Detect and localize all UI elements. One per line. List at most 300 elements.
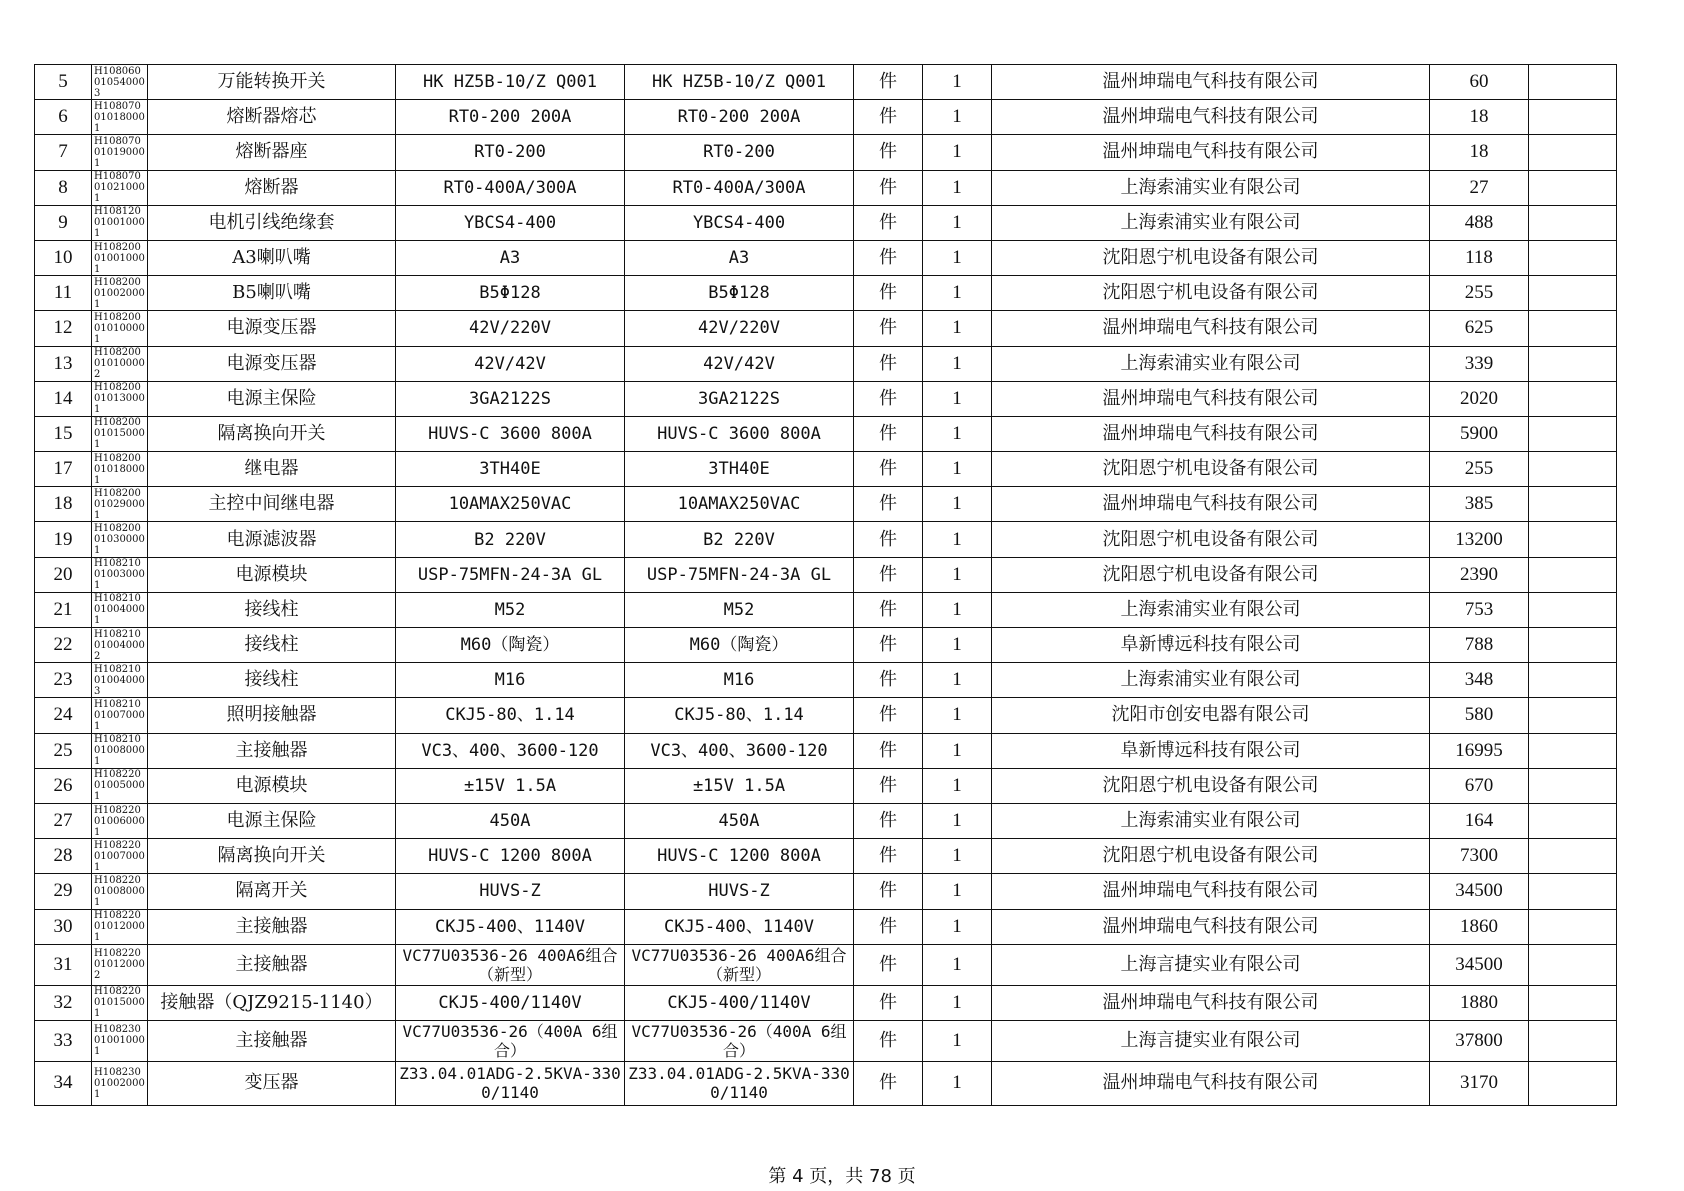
model-number-cell: RT0-200 [625,135,854,170]
row-number-cell: 18 [35,487,92,522]
specification-cell: 450A [396,803,625,838]
material-name-cell: 电源变压器 [148,346,396,381]
unit-price-cell: 348 [1430,663,1529,698]
quantity-cell: 1 [923,1061,992,1105]
model-number-cell: A3 [625,240,854,275]
unit-price-cell: 2390 [1430,557,1529,592]
supplier-name-cell: 温州坤瑞电气科技有限公司 [992,381,1430,416]
model-number-cell: RT0-200 200A [625,100,854,135]
specification-cell: 3GA2122S [396,381,625,416]
material-code-cell: H108070010180001 [92,100,148,135]
material-name-cell: 主控中间继电器 [148,487,396,522]
specification-cell: HUVS-C 3600 800A [396,416,625,451]
unit-price-cell: 118 [1430,240,1529,275]
material-name-cell: 接触器（QJZ9215-1140） [148,985,396,1020]
table-row [35,416,1617,451]
specification-cell: HK HZ5B-10/Z Q001 [396,65,625,100]
supplier-name-cell: 上海索浦实业有限公司 [992,346,1430,381]
material-code-cell: H108200010290001 [92,487,148,522]
unit-cell: 件 [854,768,923,803]
material-name-cell: 熔断器座 [148,135,396,170]
supplier-name-cell: 上海索浦实业有限公司 [992,170,1430,205]
remark-cell [1529,487,1617,522]
material-code-cell: H108070010210001 [92,170,148,205]
table-row [35,663,1617,698]
unit-price-cell: 2020 [1430,381,1529,416]
remark-cell [1529,100,1617,135]
specification-cell: RT0-200 [396,135,625,170]
material-code-cell: H108230010020001 [92,1061,148,1105]
supplier-name-cell: 沈阳恩宁机电设备有限公司 [992,522,1430,557]
material-code-cell: H108200010130001 [92,381,148,416]
table-row [35,909,1617,944]
specification-cell: YBCS4-400 [396,205,625,240]
material-code-cell: H108200010020001 [92,276,148,311]
supplier-name-cell: 温州坤瑞电气科技有限公司 [992,135,1430,170]
remark-cell [1529,522,1617,557]
supplier-name-cell: 上海索浦实业有限公司 [992,205,1430,240]
table-row [35,346,1617,381]
row-number-cell: 12 [35,311,92,346]
model-number-cell: USP-75MFN-24-3A GL [625,557,854,592]
unit-price-cell: 255 [1430,452,1529,487]
row-number-cell: 31 [35,944,92,985]
quantity-cell: 1 [923,944,992,985]
unit-cell: 件 [854,1020,923,1061]
specification-cell: VC77U03536-26（400A 6组合） [396,1020,625,1061]
row-number-cell: 8 [35,170,92,205]
material-code-cell: H108220010080001 [92,874,148,909]
material-name-cell: 主接触器 [148,733,396,768]
unit-price-cell: 164 [1430,803,1529,838]
row-number-cell: 27 [35,803,92,838]
table-row [35,944,1617,985]
unit-price-cell: 34500 [1430,944,1529,985]
table-row [35,522,1617,557]
quantity-cell: 1 [923,663,992,698]
unit-price-cell: 1880 [1430,985,1529,1020]
table-row [35,768,1617,803]
material-name-cell: 电源主保险 [148,381,396,416]
quantity-cell: 1 [923,346,992,381]
table-row [35,205,1617,240]
unit-cell: 件 [854,557,923,592]
supplier-name-cell: 沈阳恩宁机电设备有限公司 [992,240,1430,275]
supplier-name-cell: 上海言捷实业有限公司 [992,1020,1430,1061]
quantity-cell: 1 [923,381,992,416]
material-code-cell: H108230010010001 [92,1020,148,1061]
unit-price-cell: 625 [1430,311,1529,346]
material-code-cell: H108200010180001 [92,452,148,487]
unit-cell: 件 [854,100,923,135]
material-name-cell: 主接触器 [148,944,396,985]
material-code-cell: H108200010010001 [92,240,148,275]
unit-price-cell: 339 [1430,346,1529,381]
quantity-cell: 1 [923,985,992,1020]
specification-cell: CKJ5-400、1140V [396,909,625,944]
unit-price-cell: 255 [1430,276,1529,311]
supplier-name-cell: 阜新博远科技有限公司 [992,628,1430,663]
unit-cell: 件 [854,944,923,985]
row-number-cell: 28 [35,839,92,874]
remark-cell [1529,240,1617,275]
quantity-cell: 1 [923,803,992,838]
table-row [35,1020,1617,1061]
model-number-cell: RT0-400A/300A [625,170,854,205]
unit-cell: 件 [854,909,923,944]
specification-cell: USP-75MFN-24-3A GL [396,557,625,592]
model-number-cell: YBCS4-400 [625,205,854,240]
row-number-cell: 13 [35,346,92,381]
remark-cell [1529,628,1617,663]
table-row [35,874,1617,909]
parts-table [34,64,1617,1106]
row-number-cell: 21 [35,592,92,627]
unit-price-cell: 18 [1430,135,1529,170]
remark-cell [1529,416,1617,451]
specification-cell: B5Φ128 [396,276,625,311]
material-name-cell: 隔离换向开关 [148,416,396,451]
table-row [35,1061,1617,1105]
material-name-cell: 电源主保险 [148,803,396,838]
model-number-cell: 450A [625,803,854,838]
remark-cell [1529,733,1617,768]
material-name-cell: 电机引线绝缘套 [148,205,396,240]
table-row [35,100,1617,135]
material-code-cell: H108200010150001 [92,416,148,451]
supplier-name-cell: 温州坤瑞电气科技有限公司 [992,985,1430,1020]
supplier-name-cell: 温州坤瑞电气科技有限公司 [992,65,1430,100]
row-number-cell: 7 [35,135,92,170]
material-code-cell: H108220010120002 [92,944,148,985]
unit-price-cell: 7300 [1430,839,1529,874]
unit-price-cell: 18 [1430,100,1529,135]
row-number-cell: 9 [35,205,92,240]
unit-price-cell: 3170 [1430,1061,1529,1105]
material-name-cell: 照明接触器 [148,698,396,733]
specification-cell: B2 220V [396,522,625,557]
unit-cell: 件 [854,346,923,381]
material-name-cell: 电源变压器 [148,311,396,346]
material-code-cell: H108200010100001 [92,311,148,346]
remark-cell [1529,452,1617,487]
table-row [35,135,1617,170]
remark-cell [1529,135,1617,170]
row-number-cell: 14 [35,381,92,416]
row-number-cell: 19 [35,522,92,557]
material-code-cell: H108220010070001 [92,839,148,874]
unit-cell: 件 [854,592,923,627]
table-row [35,240,1617,275]
material-code-cell: H108210010030001 [92,557,148,592]
material-code-cell: H108060010540003 [92,65,148,100]
row-number-cell: 17 [35,452,92,487]
specification-cell: M52 [396,592,625,627]
remark-cell [1529,985,1617,1020]
quantity-cell: 1 [923,416,992,451]
unit-cell: 件 [854,205,923,240]
material-code-cell: H108210010040001 [92,592,148,627]
unit-cell: 件 [854,628,923,663]
supplier-name-cell: 沈阳恩宁机电设备有限公司 [992,839,1430,874]
remark-cell [1529,1061,1617,1105]
specification-cell: 42V/42V [396,346,625,381]
table-row [35,628,1617,663]
quantity-cell: 1 [923,240,992,275]
quantity-cell: 1 [923,276,992,311]
model-number-cell: M52 [625,592,854,627]
model-number-cell: CKJ5-400/1140V [625,985,854,1020]
remark-cell [1529,909,1617,944]
quantity-cell: 1 [923,205,992,240]
table-row [35,698,1617,733]
material-code-cell: H108200010300001 [92,522,148,557]
quantity-cell: 1 [923,1020,992,1061]
unit-cell: 件 [854,803,923,838]
remark-cell [1529,839,1617,874]
unit-cell: 件 [854,135,923,170]
remark-cell [1529,170,1617,205]
material-name-cell: 变压器 [148,1061,396,1105]
unit-cell: 件 [854,170,923,205]
row-number-cell: 29 [35,874,92,909]
unit-price-cell: 34500 [1430,874,1529,909]
remark-cell [1529,311,1617,346]
unit-cell: 件 [854,985,923,1020]
material-name-cell: 接线柱 [148,628,396,663]
unit-cell: 件 [854,487,923,522]
supplier-name-cell: 温州坤瑞电气科技有限公司 [992,909,1430,944]
quantity-cell: 1 [923,839,992,874]
table-row [35,170,1617,205]
table-row [35,592,1617,627]
material-code-cell: H108210010070001 [92,698,148,733]
unit-cell: 件 [854,1061,923,1105]
specification-cell: 3TH40E [396,452,625,487]
model-number-cell: VC77U03536-26 400A6组合（新型） [625,944,854,985]
quantity-cell: 1 [923,100,992,135]
row-number-cell: 20 [35,557,92,592]
material-name-cell: 接线柱 [148,663,396,698]
model-number-cell: 42V/42V [625,346,854,381]
remark-cell [1529,663,1617,698]
row-number-cell: 32 [35,985,92,1020]
unit-cell: 件 [854,522,923,557]
specification-cell: CKJ5-400/1140V [396,985,625,1020]
row-number-cell: 5 [35,65,92,100]
material-name-cell: A3喇叭嘴 [148,240,396,275]
supplier-name-cell: 温州坤瑞电气科技有限公司 [992,100,1430,135]
material-name-cell: 接线柱 [148,592,396,627]
supplier-name-cell: 上海索浦实业有限公司 [992,663,1430,698]
table-row [35,381,1617,416]
material-code-cell: H108210010040002 [92,628,148,663]
row-number-cell: 15 [35,416,92,451]
unit-price-cell: 670 [1430,768,1529,803]
material-code-cell: H108210010040003 [92,663,148,698]
table-row [35,839,1617,874]
specification-cell: 42V/220V [396,311,625,346]
material-name-cell: 熔断器 [148,170,396,205]
quantity-cell: 1 [923,170,992,205]
table-row [35,65,1617,100]
supplier-name-cell: 温州坤瑞电气科技有限公司 [992,874,1430,909]
material-name-cell: 继电器 [148,452,396,487]
model-number-cell: M16 [625,663,854,698]
remark-cell [1529,1020,1617,1061]
page-footer: 第 4 页，共 78 页 [768,1166,916,1187]
quantity-cell: 1 [923,487,992,522]
unit-cell: 件 [854,874,923,909]
specification-cell: A3 [396,240,625,275]
material-name-cell: 主接触器 [148,1020,396,1061]
model-number-cell: CKJ5-80、1.14 [625,698,854,733]
table-row [35,276,1617,311]
remark-cell [1529,698,1617,733]
specification-cell: ±15V 1.5A [396,768,625,803]
unit-price-cell: 27 [1430,170,1529,205]
parts-table-body [35,65,1617,1106]
quantity-cell: 1 [923,592,992,627]
remark-cell [1529,803,1617,838]
quantity-cell: 1 [923,311,992,346]
specification-cell: 10AMAX250VAC [396,487,625,522]
row-number-cell: 23 [35,663,92,698]
model-number-cell: HUVS-Z [625,874,854,909]
unit-price-cell: 1860 [1430,909,1529,944]
table-row [35,487,1617,522]
specification-cell: CKJ5-80、1.14 [396,698,625,733]
table-row [35,985,1617,1020]
specification-cell: RT0-400A/300A [396,170,625,205]
supplier-name-cell: 沈阳市创安电器有限公司 [992,698,1430,733]
specification-cell: HUVS-Z [396,874,625,909]
quantity-cell: 1 [923,768,992,803]
material-name-cell: 隔离开关 [148,874,396,909]
quantity-cell: 1 [923,733,992,768]
unit-cell: 件 [854,452,923,487]
supplier-name-cell: 沈阳恩宁机电设备有限公司 [992,452,1430,487]
model-number-cell: 10AMAX250VAC [625,487,854,522]
supplier-name-cell: 阜新博远科技有限公司 [992,733,1430,768]
material-code-cell: H108070010190001 [92,135,148,170]
material-code-cell: H108220010150001 [92,985,148,1020]
model-number-cell: HK HZ5B-10/Z Q001 [625,65,854,100]
specification-cell: Z33.04.01ADG-2.5KVA-3300/1140 [396,1061,625,1105]
unit-cell: 件 [854,698,923,733]
material-name-cell: 电源滤波器 [148,522,396,557]
model-number-cell: 42V/220V [625,311,854,346]
unit-price-cell: 37800 [1430,1020,1529,1061]
model-number-cell: 3TH40E [625,452,854,487]
material-name-cell: 万能转换开关 [148,65,396,100]
model-number-cell: Z33.04.01ADG-2.5KVA-3300/1140 [625,1061,854,1105]
specification-cell: RT0-200 200A [396,100,625,135]
material-code-cell: H108210010080001 [92,733,148,768]
material-code-cell: H108200010100002 [92,346,148,381]
supplier-name-cell: 温州坤瑞电气科技有限公司 [992,487,1430,522]
quantity-cell: 1 [923,874,992,909]
supplier-name-cell: 上海言捷实业有限公司 [992,944,1430,985]
unit-price-cell: 5900 [1430,416,1529,451]
unit-cell: 件 [854,276,923,311]
table-row [35,311,1617,346]
remark-cell [1529,276,1617,311]
unit-price-cell: 385 [1430,487,1529,522]
model-number-cell: ±15V 1.5A [625,768,854,803]
model-number-cell: CKJ5-400、1140V [625,909,854,944]
quantity-cell: 1 [923,452,992,487]
material-name-cell: 主接触器 [148,909,396,944]
material-code-cell: H108220010050001 [92,768,148,803]
row-number-cell: 30 [35,909,92,944]
unit-price-cell: 788 [1430,628,1529,663]
row-number-cell: 22 [35,628,92,663]
row-number-cell: 33 [35,1020,92,1061]
unit-price-cell: 60 [1430,65,1529,100]
unit-cell: 件 [854,416,923,451]
remark-cell [1529,205,1617,240]
unit-cell: 件 [854,381,923,416]
material-code-cell: H108220010120001 [92,909,148,944]
model-number-cell: VC3、400、3600-120 [625,733,854,768]
material-name-cell: 熔断器熔芯 [148,100,396,135]
quantity-cell: 1 [923,65,992,100]
specification-cell: M60（陶瓷） [396,628,625,663]
unit-price-cell: 13200 [1430,522,1529,557]
model-number-cell: VC77U03536-26（400A 6组合） [625,1020,854,1061]
model-number-cell: 3GA2122S [625,381,854,416]
unit-cell: 件 [854,663,923,698]
material-name-cell: B5喇叭嘴 [148,276,396,311]
unit-cell: 件 [854,65,923,100]
unit-cell: 件 [854,311,923,346]
model-number-cell: M60（陶瓷） [625,628,854,663]
remark-cell [1529,557,1617,592]
supplier-name-cell: 上海索浦实业有限公司 [992,592,1430,627]
quantity-cell: 1 [923,698,992,733]
specification-cell: HUVS-C 1200 800A [396,839,625,874]
supplier-name-cell: 温州坤瑞电气科技有限公司 [992,311,1430,346]
table-row [35,452,1617,487]
remark-cell [1529,874,1617,909]
supplier-name-cell: 沈阳恩宁机电设备有限公司 [992,768,1430,803]
remark-cell [1529,381,1617,416]
material-code-cell: H108120010010001 [92,205,148,240]
table-row [35,733,1617,768]
specification-cell: M16 [396,663,625,698]
remark-cell [1529,346,1617,381]
quantity-cell: 1 [923,557,992,592]
specification-cell: VC3、400、3600-120 [396,733,625,768]
quantity-cell: 1 [923,135,992,170]
quantity-cell: 1 [923,909,992,944]
remark-cell [1529,592,1617,627]
material-name-cell: 隔离换向开关 [148,839,396,874]
unit-cell: 件 [854,733,923,768]
material-code-cell: H108220010060001 [92,803,148,838]
supplier-name-cell: 温州坤瑞电气科技有限公司 [992,1061,1430,1105]
model-number-cell: B2 220V [625,522,854,557]
row-number-cell: 10 [35,240,92,275]
remark-cell [1529,65,1617,100]
table-row [35,803,1617,838]
row-number-cell: 25 [35,733,92,768]
remark-cell [1529,768,1617,803]
row-number-cell: 34 [35,1061,92,1105]
unit-price-cell: 753 [1430,592,1529,627]
quantity-cell: 1 [923,522,992,557]
